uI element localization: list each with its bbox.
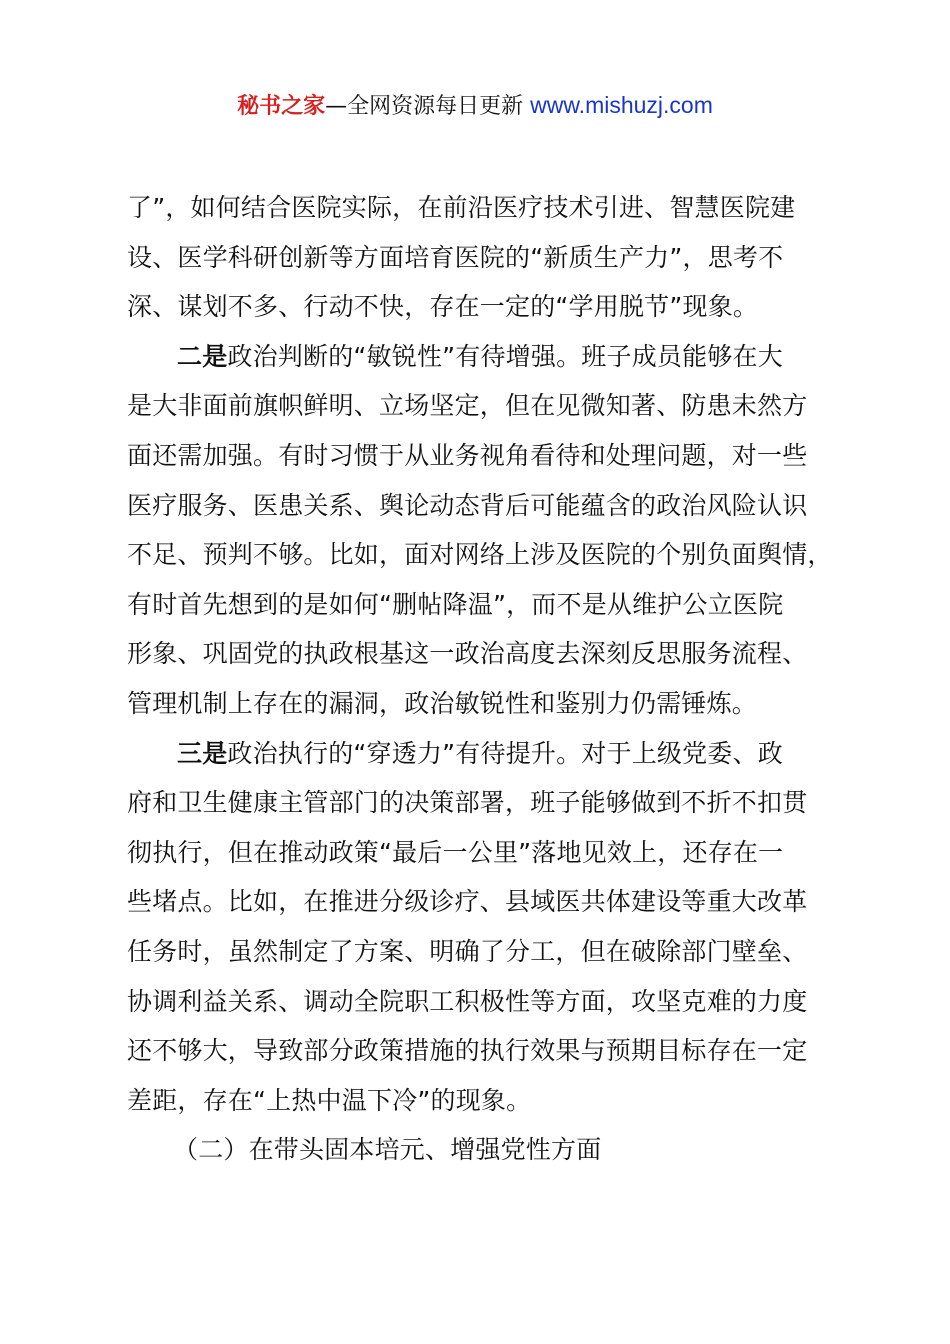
text-line: 不足、预判不够。比如，面对网络上涉及医院的个别负面舆情， bbox=[127, 540, 833, 570]
text-line: 形象、巩固党的执政根基这一政治高度去深刻反思服务流程、 bbox=[127, 639, 808, 669]
text-line: 深、谋划不多、行动不快，存在一定的“学用脱节”现象。 bbox=[127, 292, 759, 322]
text-line: 彻执行，但在推动政策“最后一公里”落地见效上，还存在一 bbox=[127, 837, 784, 867]
text-line-rest: 政治判断的“敏锐性”有待增强。班子成员能够在大 bbox=[227, 341, 783, 371]
text-line: 差距，存在“上热中温下冷”的现象。 bbox=[127, 1085, 532, 1115]
text-line: 些堵点。比如，在推进分级诊疗、县域医共体建设等重大改革 bbox=[127, 887, 808, 917]
text-line: 管理机制上存在的漏洞，政治敏锐性和鉴别力仍需锤炼。 bbox=[127, 688, 758, 718]
section-heading: （二）在带头固本培元、增强党性方面 bbox=[173, 1135, 602, 1165]
text-line: 医疗服务、医患关系、舆论动态背后可能蕴含的政治风险认识 bbox=[127, 490, 808, 520]
text-line: 还不够大，导致部分政策措施的执行效果与预期目标存在一定 bbox=[127, 1036, 808, 1066]
text-line: 任务时，虽然制定了方案、明确了分工，但在破除部门壁垒、 bbox=[127, 936, 808, 966]
site-brand: 秘书之家 bbox=[237, 94, 326, 119]
text-line: 协调利益关系、调动全院职工积极性等方面，攻坚克难的力度 bbox=[127, 986, 808, 1016]
paragraph-lead: 二是 bbox=[177, 341, 228, 371]
paragraph-political-judgment bbox=[127, 332, 833, 729]
site-url-link[interactable]: www.mishuzj.com bbox=[530, 92, 713, 118]
text-line: 府和卫生健康主管部门的决策部署，班子能够做到不折不扣贯 bbox=[127, 788, 808, 818]
text-line: 面还需加强。有时习惯于从业务视角看待和处理问题，对一些 bbox=[127, 440, 808, 470]
text-line: 了”，如何结合医院实际，在前沿医疗技术引进、智慧医院建 bbox=[127, 193, 796, 222]
text-line bbox=[127, 332, 833, 382]
document-body bbox=[127, 183, 833, 1175]
text-line: 设、医学科研创新等方面培育医院的“新质生产力”，思考不 bbox=[127, 242, 784, 272]
text-line bbox=[127, 729, 833, 779]
paragraph-continuation bbox=[127, 183, 833, 332]
paragraph-political-execution bbox=[127, 729, 833, 1126]
text-line: 是大非面前旗帜鲜明、立场坚定，但在见微知著、防患未然方 bbox=[127, 391, 808, 421]
site-header bbox=[0, 88, 950, 124]
paragraph-lead: 三是 bbox=[177, 738, 228, 768]
site-tagline: —全网资源每日更新 bbox=[325, 94, 531, 119]
text-line: 有时首先想到的是如何“删帖降温”，而不是从维护公立医院 bbox=[127, 589, 784, 619]
text-line-rest: 政治执行的“穿透力”有待提升。对于上级党委、政 bbox=[227, 738, 783, 768]
